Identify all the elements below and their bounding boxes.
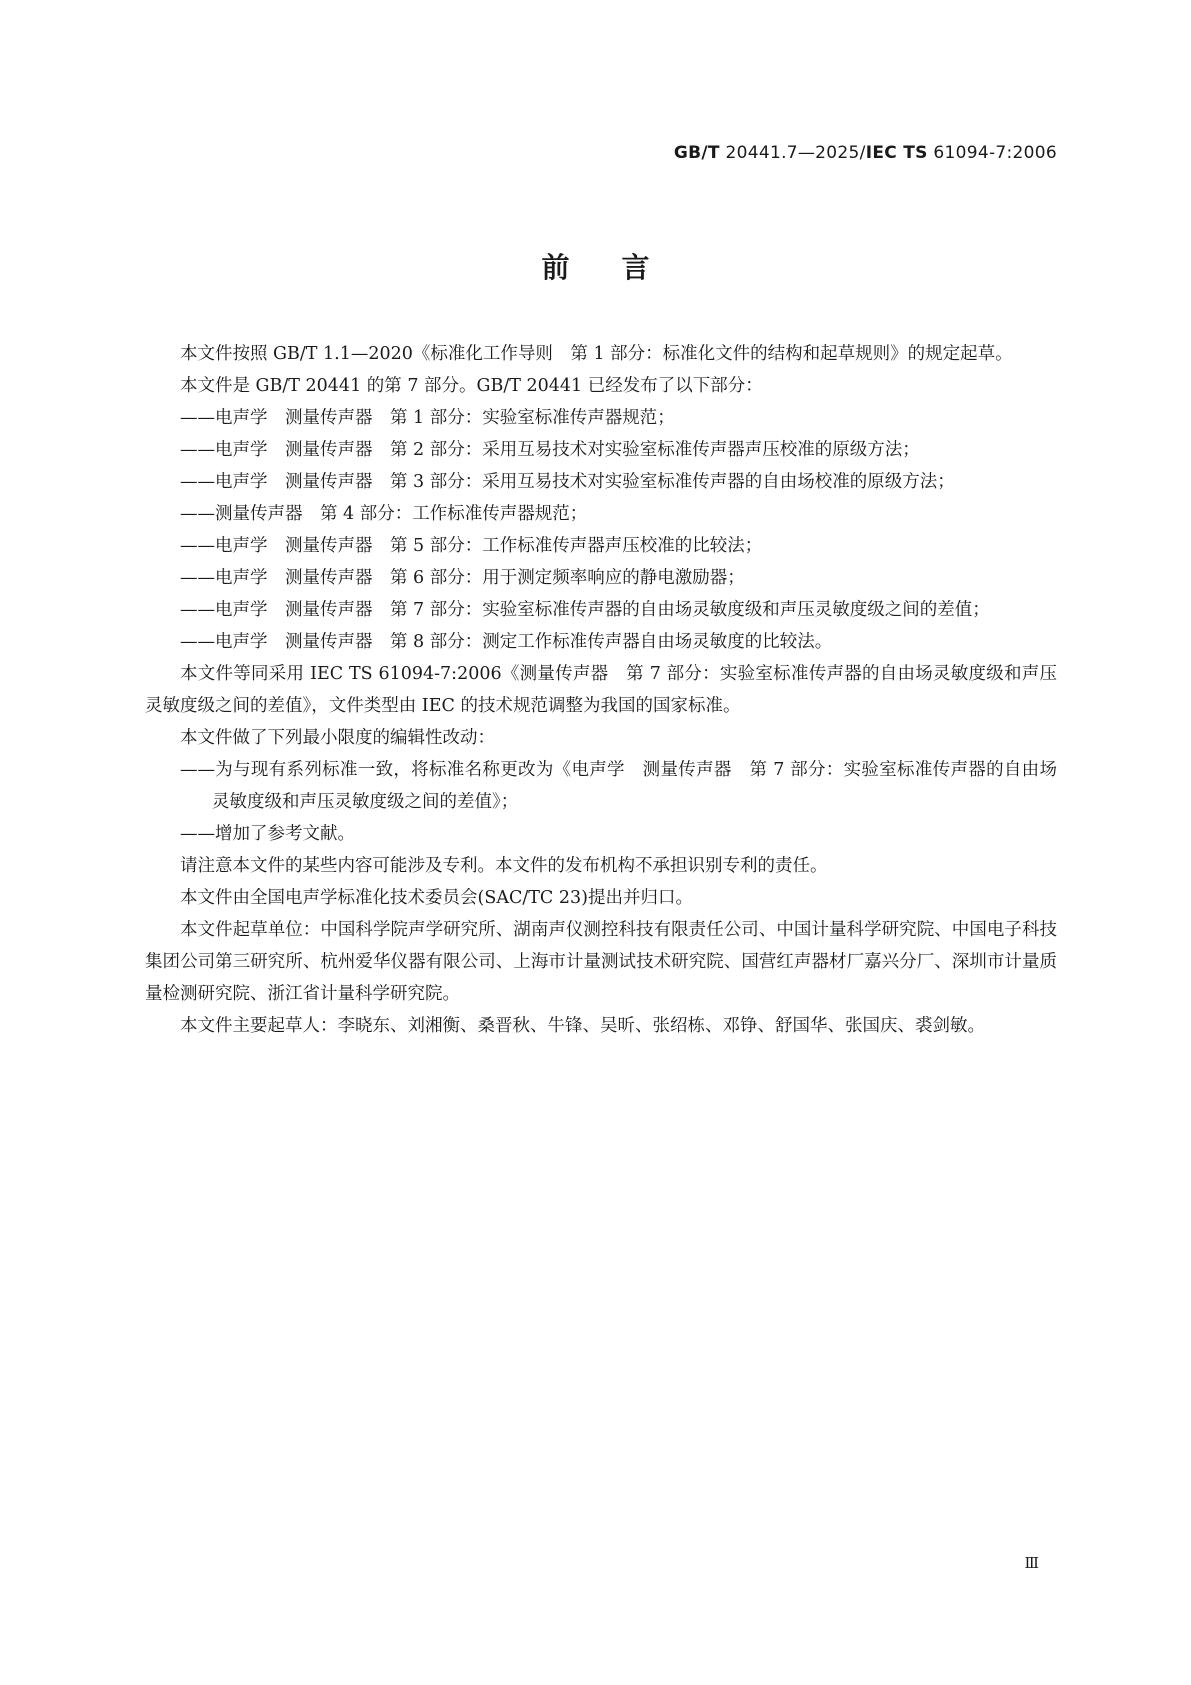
paragraph-part-intro: 本文件是 GB/T 20441 的第 7 部分。GB/T 20441 已经发布了以下部分：	[180, 376, 763, 396]
paragraph-drafting-rules: 本文件按照 GB/T 1.1—2020《标准化工作导则 第 1 部分：标准化文件的结构和起草规则》的规定起草。	[180, 344, 1013, 364]
doc-number-iec: IEC TS	[865, 143, 928, 163]
list-item: ——电声学 测量传声器 第 1 部分：实验室标准传声器规范；	[180, 408, 675, 428]
paragraph-committee: 本文件由全国电声学标准化技术委员会(SAC/TC 23)提出并归口。	[180, 888, 693, 908]
list-item: ——电声学 测量传声器 第 8 部分：测定工作标准传声器自由场灵敏度的比较法。	[180, 632, 833, 652]
document-number	[674, 143, 1057, 163]
paragraph-patent-notice: 请注意本文件的某些内容可能涉及专利。本文件的发布机构不承担识别专利的责任。	[180, 856, 828, 876]
foreword-body	[145, 338, 1057, 1042]
list-item: ——电声学 测量传声器 第 6 部分：用于测定频率响应的静电激励器；	[180, 568, 745, 588]
paragraph-editorial-changes: 本文件做了下列最小限度的编辑性改动：	[180, 728, 495, 748]
page-title: 前言	[541, 251, 702, 284]
list-item: ——增加了参考文献。	[180, 824, 355, 844]
paragraph-drafting-units: 本文件起草单位：中国科学院声学研究所、湖南声仪测控科技有限责任公司、中国计量科学研究院、中国电子科技集团公司第三研究所、杭州爱华仪器有限公司、上海市计量测试技术研究院、国营红声器材厂嘉兴分厂、深圳市计量质量检测研究院、浙江省计量科学研究院。	[145, 920, 1057, 1004]
list-item: ——电声学 测量传声器 第 3 部分：采用互易技术对实验室标准传声器的自由场校准的原级方法；	[180, 472, 955, 492]
doc-number-prefix: GB/T	[673, 143, 720, 163]
list-item: ——电声学 测量传声器 第 2 部分：采用互易技术对实验室标准传声器声压校准的原级方法；	[180, 440, 920, 460]
list-item: ——电声学 测量传声器 第 7 部分：实验室标准传声器的自由场灵敏度级和声压灵敏度级之间的差值；	[180, 600, 990, 620]
list-item: ——电声学 测量传声器 第 5 部分：工作标准传声器声压校准的比较法；	[180, 536, 763, 556]
doc-number-main: 20441.7—2025/	[719, 143, 866, 163]
paragraph-drafters: 本文件主要起草人：李晓东、刘湘衡、桑晋秋、牛锋、吴昕、张绍栋、邓铮、舒国华、张国庆、裘剑敏。	[180, 1016, 985, 1036]
doc-number-iec-num: 61094-7:2006	[927, 143, 1057, 163]
list-item: ——为与现有系列标准一致，将标准名称更改为《电声学 测量传声器 第 7 部分：实验室标准传声器的自由场灵敏度级和声压灵敏度级之间的差值》；	[180, 760, 1057, 812]
paragraph-equivalence: 本文件等同采用 IEC TS 61094-7:2006《测量传声器 第 7 部分：实验室标准传声器的自由场灵敏度级和声压灵敏度级之间的差值》，文件类型由 IEC 的技术规范调整为我国的国家标准。	[145, 664, 1057, 716]
list-item: ——测量传声器 第 4 部分：工作标准传声器规范；	[180, 504, 588, 524]
page-number: Ⅲ	[1024, 1554, 1039, 1572]
